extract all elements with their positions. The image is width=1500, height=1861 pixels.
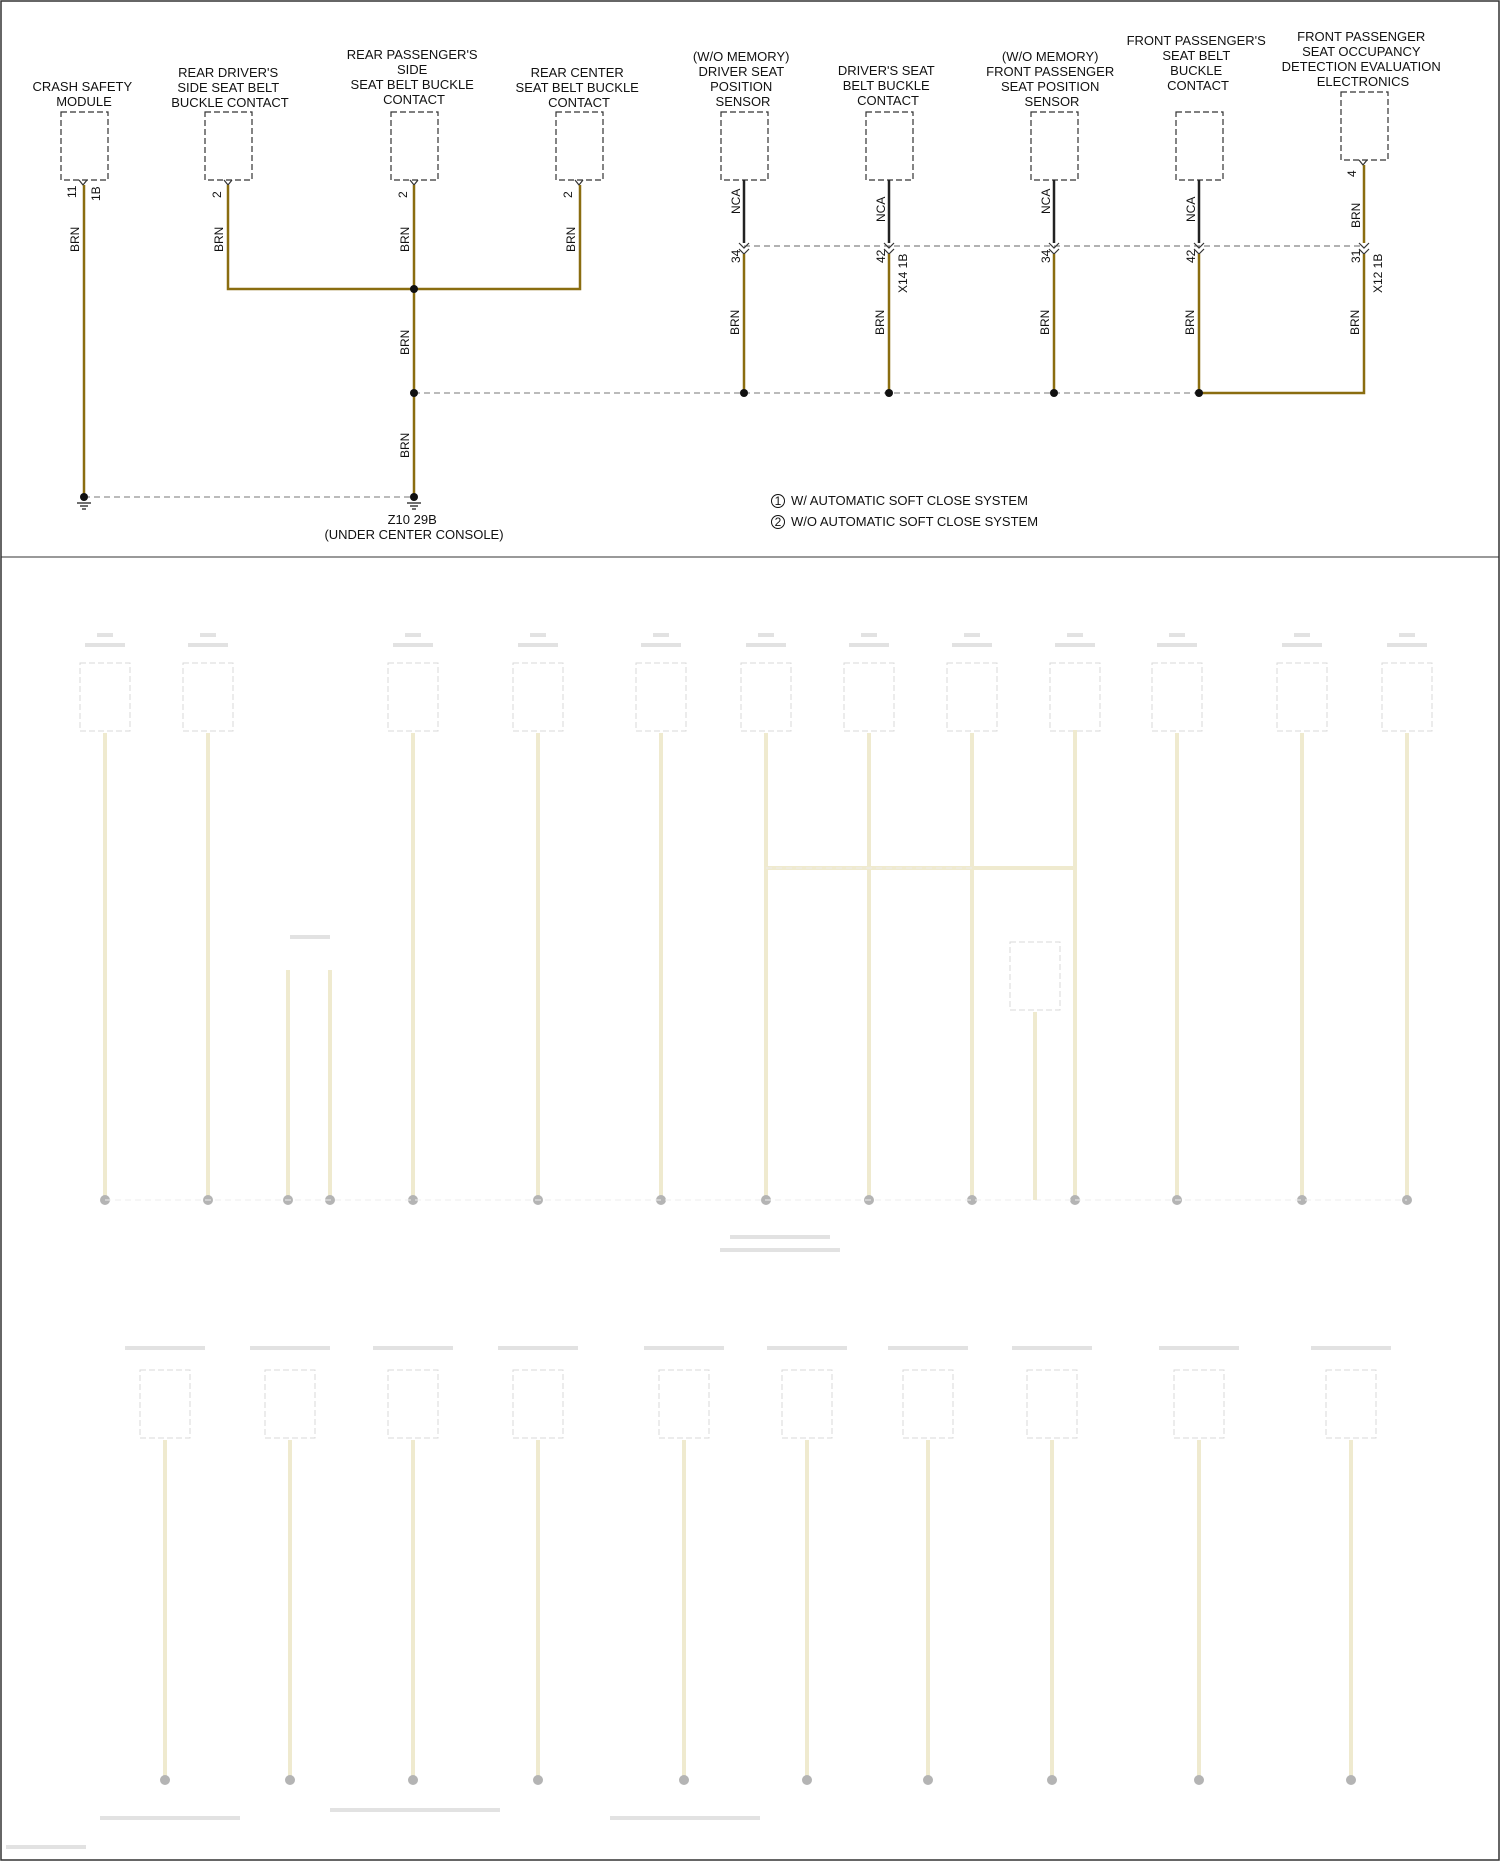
faded-component-box bbox=[1382, 663, 1432, 731]
pin-number: 2 bbox=[210, 191, 224, 198]
faded-label-bar bbox=[861, 633, 877, 637]
faded-label-bar bbox=[888, 1346, 968, 1350]
component-label-front-passenger-seat-position-sensor: (W/O MEMORY) FRONT PASSENGER SEAT POSITION SENSOR bbox=[986, 49, 1115, 109]
connector-id: X12 1B bbox=[1371, 253, 1385, 293]
component-label-rear-passengers-seat-belt: REAR PASSENGER'S SIDE SEAT BELT BUCKLE CONTACT bbox=[346, 47, 478, 107]
faded-label-bar bbox=[1157, 643, 1197, 647]
faded-dot bbox=[408, 1775, 418, 1785]
top-section bbox=[32, 29, 1444, 542]
faded-dot bbox=[1194, 1775, 1204, 1785]
wire-label: NCA bbox=[1184, 196, 1198, 222]
faded-component-box bbox=[265, 1370, 315, 1438]
wire-label: BRN bbox=[1183, 309, 1197, 335]
faded-dot bbox=[285, 1775, 295, 1785]
legend-number: 1 bbox=[774, 494, 782, 508]
connector-id: X14 1B bbox=[896, 253, 910, 293]
connector-chevron bbox=[1359, 160, 1367, 165]
component-box-front-passengers-seat-belt bbox=[1176, 112, 1223, 180]
splice-dot bbox=[1195, 389, 1203, 397]
faded-label-bar bbox=[746, 643, 786, 647]
ground-dot bbox=[80, 493, 88, 501]
faded-dot bbox=[679, 1775, 689, 1785]
faded-component-box bbox=[388, 1370, 438, 1438]
faded-label-bar bbox=[498, 1346, 578, 1350]
faded-label-bar bbox=[767, 1346, 847, 1350]
faded-dot bbox=[533, 1775, 543, 1785]
pin-connector: 1B bbox=[89, 186, 103, 201]
component-label-rear-drivers-seat-belt: REAR DRIVER'S SIDE SEAT BELT BUCKLE CONTACT bbox=[171, 65, 289, 110]
component-label-drivers-seat-belt-buckle: DRIVER'S SEAT BELT BUCKLE CONTACT bbox=[837, 63, 935, 108]
wire-label: BRN bbox=[728, 309, 742, 335]
connector-chevron bbox=[79, 180, 87, 185]
component-box-front-passenger-seat-position-sensor bbox=[1031, 112, 1078, 180]
faded-preview-section bbox=[6, 633, 1432, 1849]
wire-label: BRN bbox=[68, 226, 82, 252]
pin-number: 4 bbox=[1345, 170, 1359, 177]
faded-label-bar bbox=[1012, 1346, 1092, 1350]
faded-label-bar bbox=[330, 1808, 500, 1812]
legend bbox=[772, 493, 1039, 529]
faded-dot bbox=[802, 1775, 812, 1785]
component-box-rear-center-seat-belt bbox=[556, 112, 603, 180]
component-box-rear-drivers-seat-belt bbox=[205, 112, 252, 180]
faded-component-box bbox=[659, 1370, 709, 1438]
component-label-rear-center-seat-belt: REAR CENTER SEAT BELT BUCKLE CONTACT bbox=[515, 65, 639, 110]
faded-label-bar bbox=[200, 633, 216, 637]
faded-component-box bbox=[1050, 663, 1100, 731]
faded-component-box bbox=[947, 663, 997, 731]
pin-number: 34 bbox=[729, 249, 743, 263]
connector-chevron bbox=[575, 180, 583, 185]
faded-component-box bbox=[513, 1370, 563, 1438]
faded-label-bar bbox=[653, 633, 669, 637]
ground-label: Z10 29B (UNDER CENTER CONSOLE) bbox=[324, 512, 504, 542]
legend-text: W/O AUTOMATIC SOFT CLOSE SYSTEM bbox=[791, 514, 1039, 529]
faded-component-box bbox=[782, 1370, 832, 1438]
faded-component-box bbox=[513, 663, 563, 731]
splice-dot bbox=[740, 389, 748, 397]
connector-chevron bbox=[410, 180, 418, 185]
pin-number: 11 bbox=[65, 185, 79, 198]
legend-text: W/ AUTOMATIC SOFT CLOSE SYSTEM bbox=[791, 493, 1028, 508]
component-label-front-passenger-seat-occupancy: FRONT PASSENGER SEAT OCCUPANCY DETECTION EVALUATION ELECTRONICS bbox=[1281, 29, 1441, 89]
faded-label-bar bbox=[518, 643, 558, 647]
faded-label-bar bbox=[1311, 1346, 1391, 1350]
wire-label: NCA bbox=[729, 188, 743, 214]
faded-component-box bbox=[1152, 663, 1202, 731]
component-box-driver-seat-position-sensor bbox=[721, 112, 768, 180]
faded-label-bar bbox=[730, 1235, 830, 1239]
faded-label-bar bbox=[188, 643, 228, 647]
faded-dot bbox=[1346, 1775, 1356, 1785]
faded-label-bar bbox=[373, 1346, 453, 1350]
wire-brn bbox=[1199, 254, 1364, 393]
faded-component-box bbox=[1326, 1370, 1376, 1438]
wire-label: BRN bbox=[398, 432, 412, 458]
component-label-front-passengers-seat-belt: FRONT PASSENGER'S SEAT BELT BUCKLE CONTACT bbox=[1126, 33, 1266, 93]
component-box-crash-safety-module bbox=[61, 112, 108, 180]
faded-label-bar bbox=[1387, 643, 1427, 647]
ground-dot bbox=[410, 493, 418, 501]
pin-number: 2 bbox=[561, 191, 575, 198]
faded-label-bar bbox=[1294, 633, 1310, 637]
faded-label-bar bbox=[1169, 633, 1185, 637]
component-box-drivers-seat-belt-buckle bbox=[866, 112, 913, 180]
faded-label-bar bbox=[1159, 1346, 1239, 1350]
faded-label-bar bbox=[125, 1346, 205, 1350]
faded-label-bar bbox=[85, 643, 125, 647]
pin-number: 42 bbox=[874, 249, 888, 263]
faded-component-box bbox=[903, 1370, 953, 1438]
wire-label: BRN bbox=[398, 329, 412, 355]
faded-component-box bbox=[636, 663, 686, 731]
faded-component-box bbox=[183, 663, 233, 731]
wire-label: NCA bbox=[874, 196, 888, 222]
ground-icon bbox=[77, 503, 91, 509]
faded-label-bar bbox=[530, 633, 546, 637]
wire-label: BRN bbox=[1349, 202, 1363, 228]
faded-row-1 bbox=[80, 633, 1432, 1252]
faded-component-box bbox=[140, 1370, 190, 1438]
faded-label-bar bbox=[6, 1845, 86, 1849]
splice-dot bbox=[1050, 389, 1058, 397]
faded-label-bar bbox=[393, 643, 433, 647]
faded-label-bar bbox=[100, 1816, 240, 1820]
wire-label: BRN bbox=[212, 226, 226, 252]
wire-label: BRN bbox=[873, 309, 887, 335]
component-box-rear-passengers-seat-belt bbox=[391, 112, 438, 180]
splice-dot bbox=[410, 285, 418, 293]
faded-label-bar bbox=[1282, 643, 1322, 647]
component-box-front-passenger-seat-occupancy bbox=[1341, 92, 1388, 160]
faded-component-box bbox=[741, 663, 791, 731]
faded-component-box bbox=[388, 663, 438, 731]
faded-label-bar bbox=[1067, 633, 1083, 637]
faded-dot bbox=[1047, 1775, 1057, 1785]
faded-label-bar bbox=[1399, 633, 1415, 637]
faded-dot bbox=[160, 1775, 170, 1785]
faded-label-bar bbox=[964, 633, 980, 637]
faded-component-box bbox=[1010, 942, 1060, 1010]
ground-icon bbox=[407, 503, 421, 509]
faded-label-bar bbox=[610, 1816, 760, 1820]
faded-row-3 bbox=[6, 1346, 1391, 1849]
faded-dot bbox=[923, 1775, 933, 1785]
wire-label: BRN bbox=[564, 226, 578, 252]
faded-label-bar bbox=[644, 1346, 724, 1350]
faded-component-box bbox=[80, 663, 130, 731]
splice-dot bbox=[410, 389, 418, 397]
faded-label-bar bbox=[758, 633, 774, 637]
component-label-driver-seat-position-sensor: (W/O MEMORY) DRIVER SEAT POSITION SENSOR bbox=[692, 49, 790, 109]
faded-label-bar bbox=[720, 1248, 840, 1252]
faded-component-box bbox=[1174, 1370, 1224, 1438]
faded-label-bar bbox=[250, 1346, 330, 1350]
faded-label-bar bbox=[641, 643, 681, 647]
pin-number: 2 bbox=[396, 191, 410, 198]
connector-chevron bbox=[224, 180, 232, 185]
pin-number: 34 bbox=[1039, 249, 1053, 263]
faded-wire bbox=[766, 730, 1075, 870]
faded-component-box bbox=[844, 663, 894, 731]
component-label-crash-safety-module: CRASH SAFETY MODULE bbox=[32, 79, 132, 109]
faded-label-bar bbox=[1055, 643, 1095, 647]
wire-label: BRN bbox=[1038, 309, 1052, 335]
pin-number: 31 bbox=[1349, 249, 1363, 263]
faded-label-bar bbox=[405, 633, 421, 637]
faded-component-box bbox=[1277, 663, 1327, 731]
faded-label-bar bbox=[952, 643, 992, 647]
splice-dot bbox=[885, 389, 893, 397]
faded-label-bar bbox=[849, 643, 889, 647]
wire-label: NCA bbox=[1039, 188, 1053, 214]
faded-label-bar bbox=[97, 633, 113, 637]
faded-component-box bbox=[1027, 1370, 1077, 1438]
faded-label-bar bbox=[290, 935, 330, 939]
page-border bbox=[1, 1, 1499, 1860]
wire-label: BRN bbox=[398, 226, 412, 252]
pin-number: 42 bbox=[1184, 249, 1198, 263]
wire-label: BRN bbox=[1348, 309, 1362, 335]
legend-number: 2 bbox=[774, 515, 782, 529]
